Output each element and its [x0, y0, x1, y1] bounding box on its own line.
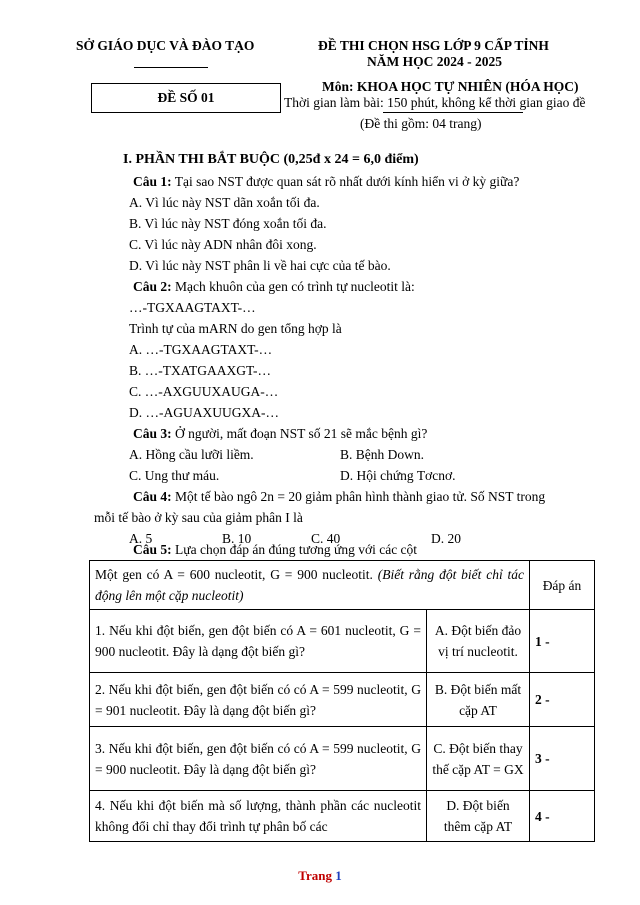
- q1-option-c: C. Vì lúc này ADN nhân đôi xong.: [129, 237, 317, 252]
- row-1-stem: 1. Nếu khi đột biến, gen đột biến có A = 601 nucleotit, G = 900 nucleotit. Đây là dạng đột biến gì?: [90, 610, 427, 673]
- table-header-plain: Một gen có A = 600 nucleotit, G = 900 nucleotit.: [95, 567, 378, 582]
- row-4-answer: 4 -: [530, 791, 595, 842]
- question-1-label: Câu 1:: [133, 174, 172, 189]
- q3-option-b: B. Bệnh Down.: [340, 447, 424, 462]
- exam-subject: Môn: KHOA HỌC TỰ NHIÊN (HÓA HỌC): [322, 79, 579, 94]
- exam-page-count: (Đề thi gồm: 04 trang): [360, 116, 482, 131]
- exam-code-box: [91, 83, 281, 113]
- time-underline: [383, 112, 523, 113]
- question-5-text: Lựa chọn đáp án đúng tương ứng với các cột: [171, 542, 418, 557]
- q2-option-c: C. …-AXGUUXAUGA-…: [129, 384, 279, 399]
- q4-option-c: C. 40: [311, 531, 341, 546]
- row-3-option: C. Đột biến thay thế cặp AT = GX: [427, 727, 530, 791]
- table-header-stem: [90, 561, 530, 610]
- q2-option-a: A. …-TGXAAGTAXT-…: [129, 342, 273, 357]
- row-2-option: B. Đột biến mất cặp AT: [427, 673, 530, 727]
- department-name: SỞ GIÁO DỤC VÀ ĐÀO TẠO: [76, 38, 255, 53]
- q4-option-d: D. 20: [431, 531, 461, 546]
- q2-option-d: D. …-AGUAXUUGXA-…: [129, 405, 279, 420]
- question-4-text-cont: mỗi tế bào ở kỳ sau của giảm phân I là: [94, 510, 303, 525]
- q3-option-d: D. Hội chứng Tơcnơ.: [340, 468, 456, 483]
- question-4-text: Một tế bào ngô 2n = 20 giảm phân hình thành giao tử. Số NST trong: [171, 489, 546, 504]
- table-header-italic: (Biết rằng đột biết chỉ tác động lên một cặp nucleotit): [95, 567, 525, 603]
- row-3-answer: 3 -: [530, 727, 595, 791]
- exam-code: ĐỀ SỐ 01: [157, 90, 215, 105]
- section-title: I. PHẦN THI BẮT BUỘC (0,25đ x 24 = 6,0 điểm): [123, 152, 419, 167]
- q3-option-a: A. Hồng cầu lưỡi liềm.: [129, 447, 254, 462]
- question-3-label: Câu 3:: [133, 426, 172, 441]
- answer-column-header: Đáp án: [530, 561, 595, 610]
- question-5: [133, 542, 417, 558]
- question-3-text: Ở người, mất đoạn NST số 21 sẽ mắc bệnh gì?: [171, 426, 428, 441]
- question-1-text: Tại sao NST được quan sát rõ nhất dưới kính hiển vi ở kỳ giữa?: [171, 174, 520, 189]
- question-5-label: Câu 5:: [133, 542, 172, 557]
- q4-option-b: B. 10: [222, 531, 252, 546]
- table-header-row: [90, 561, 595, 610]
- page-footer: [0, 868, 640, 884]
- question-2-label: Câu 2:: [133, 279, 172, 294]
- row-1-answer: 1 -: [530, 610, 595, 673]
- q1-option-b: B. Vì lúc này NST đóng xoắn tối đa.: [129, 216, 327, 231]
- page-number: 1: [335, 868, 342, 883]
- matching-table: [89, 560, 595, 842]
- department-underline: [134, 67, 208, 68]
- question-2: [133, 279, 415, 295]
- q1-option-d: D. Vì lúc này NST phân li về hai cực của tế bào.: [129, 258, 391, 273]
- exam-title: ĐỀ THI CHỌN HSG LỚP 9 CẤP TỈNH: [318, 38, 549, 53]
- question-1: [133, 174, 519, 190]
- q1-option-a: A. Vì lúc này NST dãn xoắn tối đa.: [129, 195, 320, 210]
- q2-option-b: B. …-TXATGAAXGT-…: [129, 363, 271, 378]
- q2-sequence: …-TGXAAGTAXT-…: [129, 300, 256, 315]
- row-2-answer: 2 -: [530, 673, 595, 727]
- question-4: [133, 489, 545, 505]
- row-2-stem: 2. Nếu khi đột biến, gen đột biến có có A = 599 nucleotit, G = 901 nucleotit. Đây là dạng đột biến gì?: [90, 673, 427, 727]
- row-1-option: A. Đột biến đảo vị trí nucleotit.: [427, 610, 530, 673]
- table-row: [90, 727, 595, 791]
- table-row: [90, 610, 595, 673]
- question-4-label: Câu 4:: [133, 489, 172, 504]
- q2-prompt: Trình tự của mARN do gen tổng hợp là: [129, 321, 342, 336]
- row-4-option: D. Đột biến thêm cặp AT: [427, 791, 530, 842]
- row-3-stem: 3. Nếu khi đột biến, gen đột biến có có A = 599 nucleotit, G = 900 nucleotit. Đây là dạng đột biến gì?: [90, 727, 427, 791]
- row-4-stem: 4. Nếu khi đột biến mà số lượng, thành phần các nucleotit không đổi chỉ thay đổi trình tự phân bố các: [90, 791, 427, 842]
- q4-option-a: A. 5: [129, 531, 153, 546]
- exam-time: Thời gian làm bài: 150 phút, không kể thời gian giao đề: [284, 95, 586, 110]
- table-row: [90, 791, 595, 842]
- question-2-text: Mạch khuôn của gen có trình tự nucleotit là:: [171, 279, 415, 294]
- question-3: [133, 426, 427, 442]
- q3-option-c: C. Ung thư máu.: [129, 468, 220, 483]
- page-footer-label: Trang: [298, 868, 336, 883]
- table-row: [90, 673, 595, 727]
- school-year: NĂM HỌC 2024 - 2025: [367, 54, 502, 69]
